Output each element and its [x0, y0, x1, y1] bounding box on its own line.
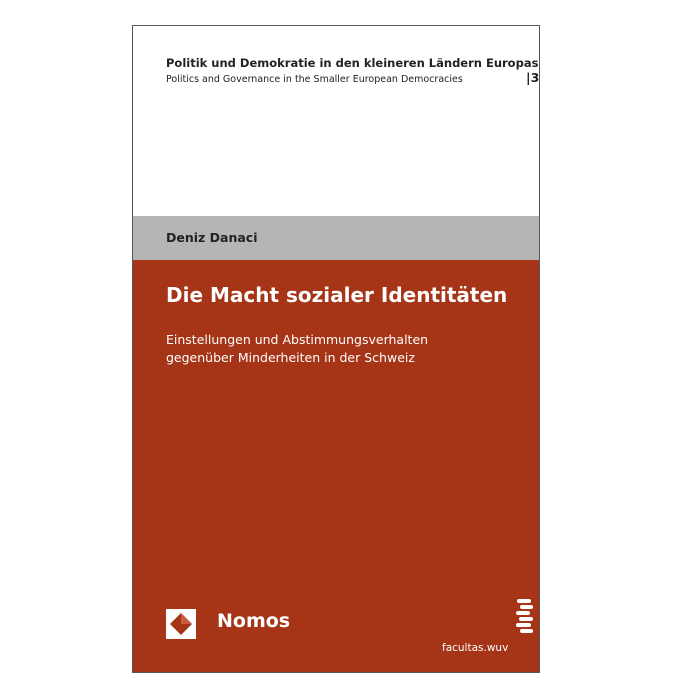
volume-number: |3: [526, 70, 540, 85]
nomos-logo-icon: [166, 609, 196, 639]
copublisher-name: facultas.wuv: [442, 642, 509, 654]
book-cover: [132, 25, 540, 673]
title-panel: [133, 260, 539, 672]
subtitle-line-2: gegenüber Minderheiten in der Schweiz: [166, 350, 415, 365]
facultas-logo-icon: [515, 598, 535, 634]
series-title-english: Politics and Governance in the Smaller European Democracies: [166, 74, 463, 85]
book-title: Die Macht sozialer Identitäten: [166, 283, 508, 307]
book-subtitle: [166, 331, 428, 367]
publisher-name: Nomos: [217, 610, 291, 632]
subtitle-line-1: Einstellungen und Abstimmungsverhalten: [166, 332, 429, 347]
series-title-german: Politik und Demokratie in den kleineren Ländern Europas: [166, 56, 539, 70]
author-name: Deniz Danaci: [166, 230, 258, 245]
